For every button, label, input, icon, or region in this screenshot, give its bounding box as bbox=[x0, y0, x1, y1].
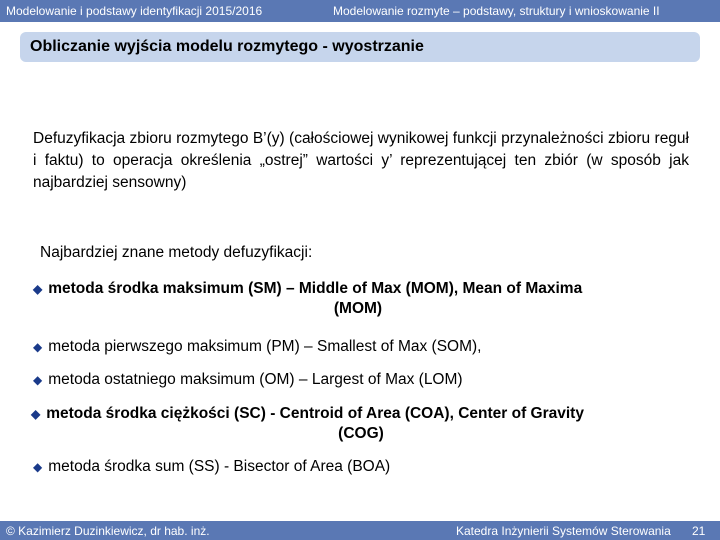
course-title: Modelowanie i podstawy identyfikacji 2015/2016 bbox=[6, 4, 263, 18]
diamond-bullet-icon: ◆ bbox=[33, 340, 43, 354]
method-text: metoda środka ciężkości (SC) - Centroid of Area (COA), Center of Gravity bbox=[46, 405, 584, 422]
slide-title: Obliczanie wyjścia modelu rozmytego - wyostrzanie bbox=[30, 38, 424, 55]
method-item-sc bbox=[31, 404, 691, 444]
method-text-continuation: (COG) bbox=[338, 425, 384, 442]
diamond-bullet-icon: ◆ bbox=[33, 282, 43, 296]
diamond-bullet-icon: ◆ bbox=[33, 460, 43, 474]
method-text: metoda ostatniego maksimum (OM) – Largest of Max (LOM) bbox=[48, 371, 463, 388]
lecture-title: Modelowanie rozmyte – podstawy, struktury i wnioskowanie II bbox=[333, 4, 660, 18]
footer-bar bbox=[0, 521, 720, 540]
method-text: metoda pierwszego maksimum (PM) – Smallest of Max (SOM), bbox=[48, 338, 482, 355]
method-text: metoda środka maksimum (SM) – Middle of Max (MOM), Mean of Maxima bbox=[48, 280, 583, 297]
slide-title-box bbox=[20, 32, 700, 62]
method-item-ss bbox=[33, 457, 683, 477]
method-item-pm bbox=[33, 337, 683, 357]
footer-department: Katedra Inżynierii Systemów Sterowania bbox=[456, 524, 671, 538]
method-text-continuation: (MOM) bbox=[333, 300, 383, 317]
method-item-sm bbox=[33, 279, 683, 319]
header-bar bbox=[0, 0, 720, 22]
footer-author: © Kazimierz Duzinkiewicz, dr hab. inż. bbox=[6, 524, 210, 538]
methods-intro: Najbardziej znane metody defuzyfikacji: bbox=[40, 244, 313, 261]
definition-paragraph: Defuzyfikacja zbioru rozmytego B’(y) (całościowej wynikowej funkcji przynależności zbioru reguł i faktu) to operacja określenia „ostrej” wartości y’ reprezentującej ten zbiór (w sposób jak najbardziej sensowny) bbox=[33, 130, 689, 191]
method-text: metoda środka sum (SS) - Bisector of Area (BOA) bbox=[48, 458, 391, 475]
diamond-bullet-icon: ◆ bbox=[33, 373, 43, 387]
method-item-om bbox=[33, 370, 683, 390]
diamond-bullet-icon: ◆ bbox=[31, 407, 41, 421]
page-number: 21 bbox=[692, 524, 706, 538]
